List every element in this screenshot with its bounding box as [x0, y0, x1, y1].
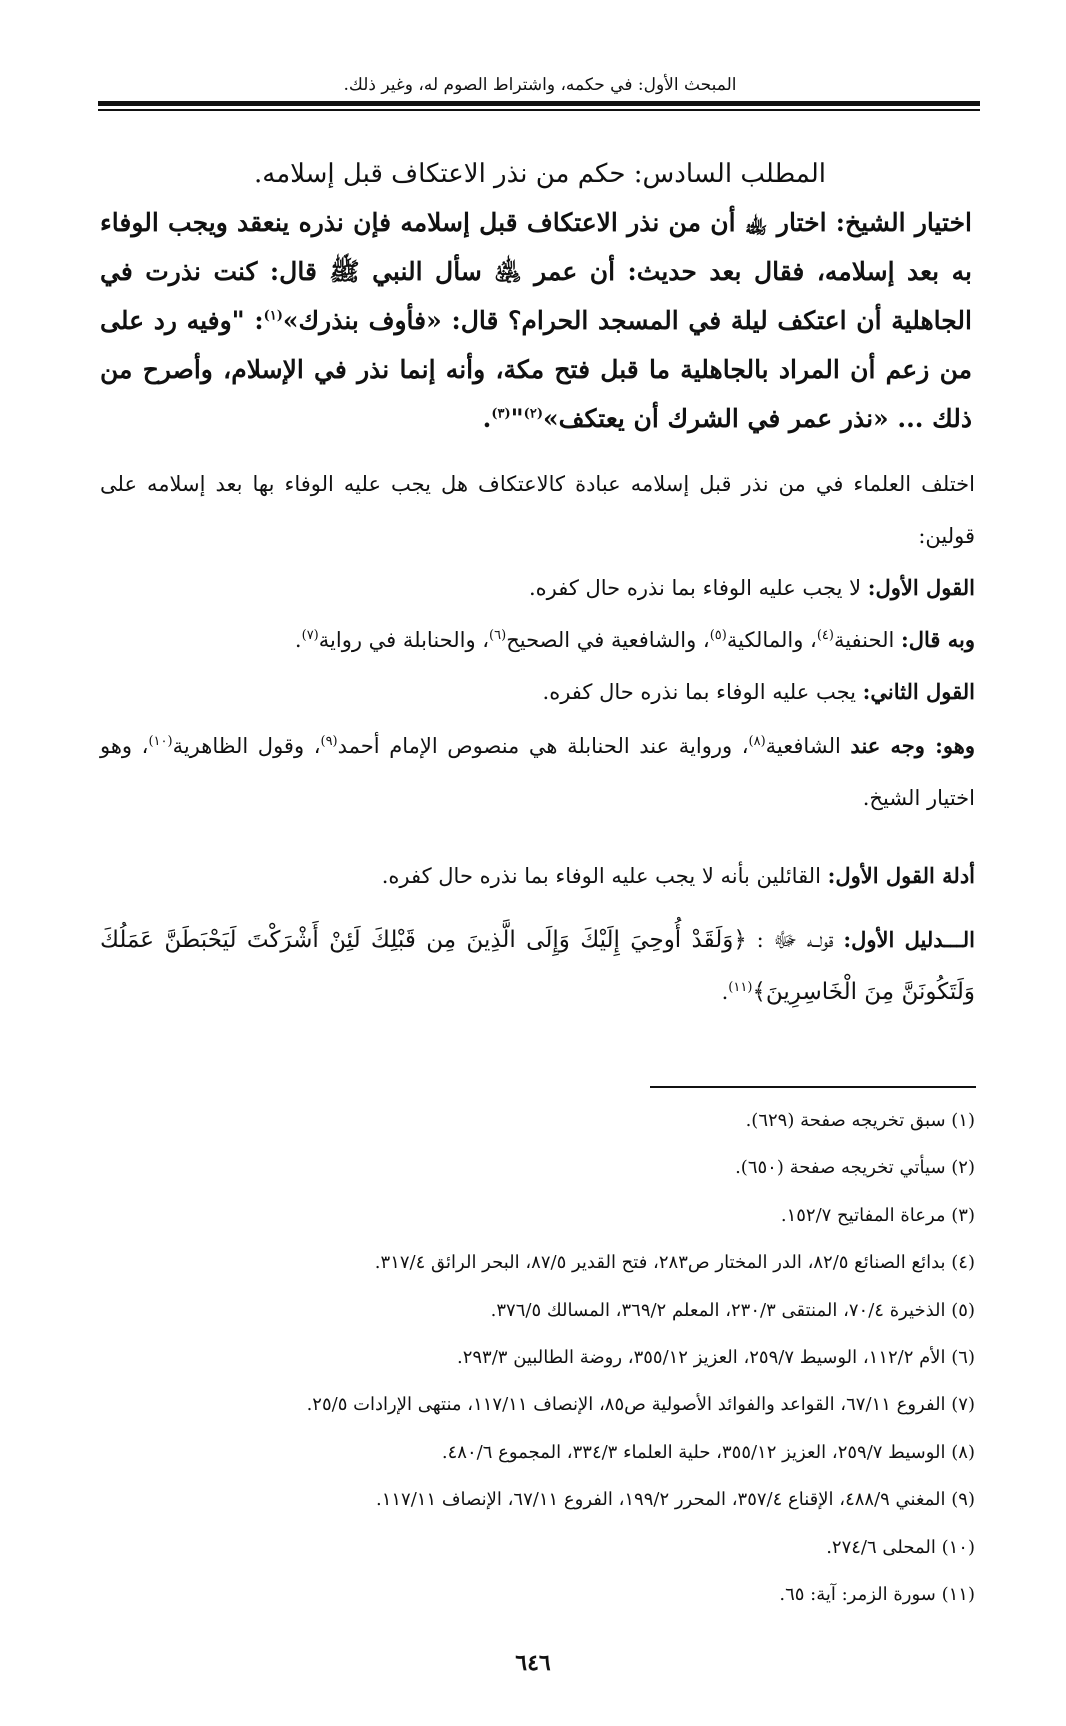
sheikh-choice-paragraph	[100, 198, 972, 443]
second-opinion	[100, 666, 975, 718]
footnote-separator	[650, 1086, 976, 1088]
second-holders-end: ، وهو اختيار الشيخ.	[100, 734, 975, 810]
first-opinion-label: القول الأول:	[867, 575, 975, 600]
sheikh-choice-text-1: اختيار الشيخ: اختار ﵀ أن من نذر الاعتكاف قبل إسلامه فإن نذره ينعقد ويجب الوفاء به بعد إسلامه، فقال بعد حديث: أن عمر ﵁ سأل النبي ﷺ قال: كنت نذرت في الجاهلية أن اعتكف ليلة في المسجد الحرام؟ قال: «فأوف بنذرك»	[100, 208, 972, 335]
first-evidence-label: الـــدليل الأول:	[843, 927, 975, 952]
footnote-ref-1: (١)	[263, 308, 283, 324]
footnote-ref-7: (٧)	[301, 628, 319, 643]
footnote-ref-10: (١٠)	[148, 734, 173, 749]
footnote-ref-5: (٥)	[709, 628, 727, 643]
footnote-item: (٢) سيأتي تخريجه صفحة (٦٥٠).	[735, 1157, 975, 1179]
holders-maliki: ، والمالكية	[726, 628, 817, 652]
holders-end: .	[294, 628, 302, 652]
first-evidence-lead: قولــه ﷻ :	[746, 928, 844, 952]
sheikh-choice-text-2: : "وفيه رد على من زعم أن المراد بالجاهلية ما قبل فتح مكة، وأنه إنما نذر في الإسلام، وأصرح من ذلك ... «نذر عمر في الشرك أن يعتكف»	[100, 306, 972, 433]
footnote-item: (٨) الوسيط ٢٥٩/٧، العزيز ٣٥٥/١٢، حلية العلماء ٣٣٤/٣، المجموع ٤٨٠/٦.	[441, 1441, 975, 1463]
footnote-item: (٧) الفروع ٦٧/١١، القواعد والفوائد الأصولية ص٨٥، الإنصاف ١١٧/١١، منتهى الإرادات ٢٥/٥.	[306, 1394, 975, 1416]
second-holders-label: وهو: وجه عند	[850, 733, 975, 758]
footnotes	[100, 1097, 975, 1618]
footnote-item: (٣) مرعاة المفاتيح ١٥٢/٧.	[780, 1204, 975, 1226]
footnote-ref-3: (٣)	[491, 406, 511, 422]
first-opinion	[100, 562, 975, 614]
running-head: المبحث الأول: في حكمه، واشتراط الصوم له، وغير ذلك.	[343, 75, 737, 95]
footnote-ref-8: (٨)	[748, 734, 766, 749]
section-title: المطلب السادس: حكم من نذر الاعتكاف قبل إسلامه.	[254, 159, 826, 189]
sheikh-choice-text-3: "	[510, 404, 524, 433]
footnote-item: (١٠) المحلى ٢٧٤/٦.	[826, 1536, 975, 1558]
holders-hanafi: الحنفية	[833, 628, 901, 652]
second-opinion-text: يجب عليه الوفاء بما نذره حال كفره.	[542, 680, 863, 704]
footnote-item: (٤) بدائع الصنائع ٨٢/٥، الدر المختار ص٢٨٣، فتح القدير ٨٧/٥، البحر الرائق ٣١٧/٤.	[374, 1252, 975, 1274]
footnote-item: (١١) سورة الزمر: آية: ٦٥.	[779, 1584, 975, 1606]
header-rule-thin	[98, 109, 980, 111]
quran-verse: ﴿وَلَقَدْ أُوحِيَ إِلَيْكَ وَإِلَى الَّذِينَ مِن قَبْلِكَ لَئِنْ أَشْرَكْتَ لَيَحْبَطَنَّ عَمَلُكَ وَلَتَكُونَنَّ مِنَ الْخَاسِرِينَ﴾	[100, 927, 975, 1005]
first-evidence	[100, 914, 975, 1018]
holders-shafii: ، والشافعية في الصحيح	[506, 628, 710, 652]
footnote-ref-2: (٢)	[523, 406, 543, 422]
footnote-ref-4: (٤)	[816, 628, 834, 643]
second-opinion-holders	[100, 720, 975, 824]
second-holders-zahiri: ، وقول الظاهرية	[172, 734, 321, 758]
footnote-item: (٦) الأم ١١٢/٢، الوسيط ٢٥٩/٧، العزيز ٣٥٥/١٢، روضة الطالبين ٢٩٣/٣.	[456, 1347, 975, 1369]
first-opinion-holders	[100, 614, 975, 666]
first-evidence-end: .	[721, 980, 729, 1004]
second-holders-shafii: الشافعية	[765, 734, 851, 758]
first-opinion-text: لا يجب عليه الوفاء بما نذره حال كفره.	[528, 576, 868, 600]
evidence-heading-label: أدلة القول الأول:	[827, 863, 975, 888]
footnote-ref-6: (٦)	[489, 628, 507, 643]
footnote-item: (٩) المغني ٤٨٨/٩، الإقناع ٣٥٧/٤، المحرر ١٩٩/٢، الفروع ٦٧/١١، الإنصاف ١١٧/١١.	[375, 1489, 975, 1511]
evidence-heading	[100, 850, 975, 902]
footnote-ref-11: (١١)	[728, 980, 753, 995]
second-opinion-label: القول الثاني:	[862, 679, 975, 704]
footnote-item: (٥) الذخيرة ٧٠/٤، المنتقى ٢٣٠/٣، المعلم ٣٦٩/٢، المسالك ٣٧٦/٥.	[490, 1299, 975, 1321]
holders-label: وبه قال:	[900, 627, 975, 652]
footnote-item: (١) سبق تخريجه صفحة (٦٢٩).	[745, 1110, 975, 1131]
second-holders-hanbali: ، ورواية عند الحنابلة هي منصوص الإمام أحمد	[337, 734, 749, 758]
footnote-ref-9: (٩)	[320, 734, 338, 749]
header-rule-thick	[98, 101, 980, 106]
holders-hanbali: ، والحنابلة في رواية	[318, 628, 490, 652]
sheikh-choice-text-4: .	[482, 404, 492, 433]
intro-paragraph: اختلف العلماء في من نذر قبل إسلامه عبادة كالاعتكاف هل يجب عليه الوفاء بها بعد إسلامه على قولين:	[100, 472, 975, 548]
page-number: ٦٤٦	[515, 1650, 551, 1676]
evidence-heading-text: القائلين بأنه لا يجب عليه الوفاء بما نذره حال كفره.	[381, 864, 828, 888]
